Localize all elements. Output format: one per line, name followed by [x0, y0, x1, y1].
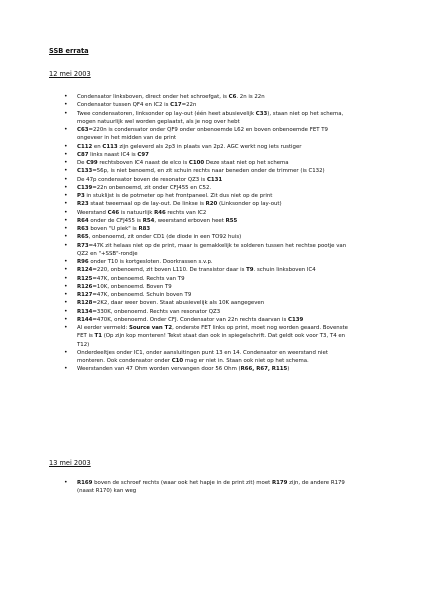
- component-ref: C17: [170, 102, 182, 109]
- component-ref: R144: [77, 316, 93, 323]
- errata-item: [0, 233, 351, 241]
- component-ref: R179: [272, 480, 288, 486]
- component-ref: R125: [77, 275, 93, 282]
- errata-item: [0, 151, 351, 159]
- errata-item: [0, 316, 351, 324]
- errata-item: [0, 291, 351, 299]
- component-ref: C112: [77, 143, 93, 150]
- item-text: zijn geleverd als 2p3 in plaats van 2p2. AGC werkt nog iets rustiger: [117, 143, 302, 150]
- component-ref: T9: [246, 267, 254, 274]
- item-text: =2K2, daar weer boven. Staat abusievelijk als 10K aangegeven: [92, 300, 265, 307]
- item-text: , onderste FET links op print, moet nog worden geaard. Bovenste FET is: [77, 325, 348, 340]
- errata-item: [0, 258, 351, 266]
- item-text: en: [92, 143, 103, 150]
- item-text: ), staan niet op het schema, mogen natuurlijk wel worden geplaatst, als je nog over hebt: [77, 110, 344, 125]
- component-ref: C133: [77, 168, 93, 175]
- component-ref: P3: [77, 193, 85, 199]
- errata-item: [0, 184, 351, 192]
- errata-item: [0, 93, 351, 101]
- errata-item: [0, 266, 351, 274]
- component-ref: C139: [288, 316, 304, 323]
- item-text: =10K, onbenoemd. Boven T9: [92, 283, 172, 290]
- component-ref: R66, R67, R115: [240, 366, 288, 373]
- item-text: =47K, onbenoemd. Schuin boven T9: [92, 292, 192, 298]
- errata-item: [0, 349, 351, 366]
- item-text: =220, onbenoemd, zit boven L110. De transistor daar is: [92, 267, 247, 274]
- item-text: De 47p condensator boven de resonator QZ3 is: [77, 176, 207, 183]
- item-text: rechts van IC2: [165, 209, 207, 216]
- errata-item: [0, 159, 351, 167]
- component-ref: C97: [137, 151, 149, 158]
- component-ref: R126: [77, 283, 93, 290]
- errata-item: [0, 479, 351, 496]
- item-text: zijn, de andere R179 (naast R170) kan weg: [77, 480, 345, 495]
- item-text: rechtsboven IC4 naast de elco is: [97, 160, 189, 166]
- item-text: ): [287, 366, 290, 373]
- errata-item: [0, 308, 351, 316]
- component-ref: R128: [77, 300, 93, 307]
- item-text: Condensator tussen QF4 en IC2 is: [77, 102, 171, 109]
- item-text: =47K, onbenoemd. Rechts van T9: [92, 275, 185, 282]
- errata-item: [0, 283, 351, 291]
- item-text: . 2n is 22n: [236, 94, 265, 100]
- component-ref: C63: [77, 127, 89, 133]
- component-ref: C131: [206, 176, 223, 183]
- item-text: Deze staat niet op het schema: [204, 160, 289, 166]
- component-ref: R73: [77, 242, 89, 249]
- errata-list: [0, 479, 351, 496]
- component-ref: R20: [205, 201, 218, 208]
- errata-item: [0, 126, 351, 143]
- item-text: boven "U piek" is: [88, 226, 139, 232]
- errata-item: [0, 209, 351, 217]
- item-text: =470K, onbenoemd. Onder CFJ. Condensator van 22n rechts daarvan is: [92, 316, 288, 323]
- item-text: (Linksonder op lay-out): [217, 201, 282, 208]
- component-ref: R65: [77, 234, 89, 241]
- component-ref: R127: [77, 292, 93, 298]
- item-text: Onderdeeltjes onder IC1, onder aansluitingen punt 13 en 14. Condensator en weerstand niet monteren. Ook condensator onder: [77, 349, 328, 364]
- component-ref: Source van T2: [128, 325, 173, 331]
- item-text: =56p, is niet benoemd, en zit schuin rechts naar beneden onder de trimmer (is C132): [92, 168, 325, 175]
- component-ref: R64: [77, 217, 89, 224]
- item-text: Condensator linksboven, direct onder het schroefgat, is: [77, 94, 229, 100]
- component-ref: R63: [77, 226, 89, 232]
- item-text: in stuklijst is de potmeter op het frontpaneel. Zit dus niet op de print: [84, 193, 273, 199]
- item-text: onder T10 is kortgesloten. Doorkrassen s.v.p.: [88, 259, 213, 265]
- component-ref: R46: [154, 209, 166, 216]
- component-ref: C87: [77, 151, 89, 158]
- item-text: , onbenoemd, zit onder CD1 (de diode in een TO92 huis): [88, 234, 242, 241]
- section-date: 13 mei 2003: [49, 459, 91, 467]
- errata-item: [0, 242, 351, 259]
- item-text: =330K, onbenoemd. Rechts van resonator QZ3: [92, 308, 221, 315]
- item-text: links naast IC4 is: [88, 151, 138, 158]
- component-ref: C139: [77, 184, 93, 191]
- item-text: Twee condensatoren, linksonder op lay-out (één heet abusievelijk: [77, 110, 256, 117]
- item-text: (Op zijn kop monteren! Tekst staat dan ook in spiegelschrift. Dat geldt ook voor T3, T4 en T12): [77, 333, 346, 348]
- item-text: boven de schroef rechts (waar ook het hapje in de print zit) moet: [92, 480, 272, 486]
- item-text: onder de CFJ455 is: [88, 217, 143, 224]
- errata-item: [0, 365, 351, 373]
- errata-item: [0, 217, 351, 225]
- component-ref: R169: [77, 480, 93, 486]
- item-text: staat tweemaal op de lay-out. De linkse is: [88, 201, 206, 208]
- component-ref: R96: [77, 259, 89, 265]
- errata-item: [0, 275, 351, 283]
- errata-item: [0, 101, 351, 109]
- item-text: =22n onbenoemd, zit onder CFJ455 en C52.: [92, 184, 212, 191]
- item-text: is natuurlijk: [119, 209, 155, 216]
- errata-item: [0, 143, 351, 151]
- errata-item: [0, 225, 351, 233]
- component-ref: R54: [142, 217, 155, 224]
- item-text: De: [77, 160, 87, 166]
- component-ref: C113: [102, 143, 118, 150]
- component-ref: R55: [225, 217, 238, 224]
- component-ref: R83: [138, 226, 151, 232]
- component-ref: C99: [86, 160, 98, 166]
- component-ref: T1: [94, 333, 102, 340]
- component-ref: R23: [77, 201, 89, 208]
- component-ref: C46: [107, 209, 120, 216]
- item-text: Weerstanden van 47 Ohm worden vervangen door 56 Ohm (: [77, 366, 241, 373]
- errata-item: [0, 299, 351, 307]
- item-text: , weerstand erboven heet: [154, 217, 226, 224]
- component-ref: C10: [171, 358, 184, 364]
- item-text: mag er niet in. Staan ook niet op het schema.: [183, 358, 309, 364]
- errata-item: [0, 192, 351, 200]
- errata-list: [0, 93, 351, 374]
- item-text: . schuin linksboven IC4: [253, 267, 316, 274]
- component-ref: C6: [228, 94, 237, 100]
- item-text: Al eerder vermeld:: [77, 325, 129, 331]
- item-text: =22n: [181, 102, 197, 109]
- component-ref: R134: [77, 308, 93, 315]
- document-title: SSB errata: [49, 47, 89, 55]
- errata-item: [0, 176, 351, 184]
- component-ref: C100: [188, 160, 205, 166]
- errata-item: [0, 110, 351, 127]
- section-date: 12 mei 2003: [49, 70, 91, 78]
- component-ref: R124: [77, 267, 93, 274]
- errata-item: [0, 167, 351, 175]
- errata-item: [0, 200, 351, 208]
- component-ref: C33: [255, 110, 268, 117]
- item-text: Weerstand: [77, 209, 108, 216]
- item-text: =220n is condensator onder QF9 onder onbenoemde L62 en boven onbenoemde FET T9 ongeveer in het midden van de print: [77, 127, 328, 142]
- item-text: =47K zit helaas niet op de print, maar is gemakkelijk te solderen tussen het rechtse pootje van QZ2 en "+SSB"-rondje: [77, 242, 347, 257]
- errata-item: [0, 324, 351, 349]
